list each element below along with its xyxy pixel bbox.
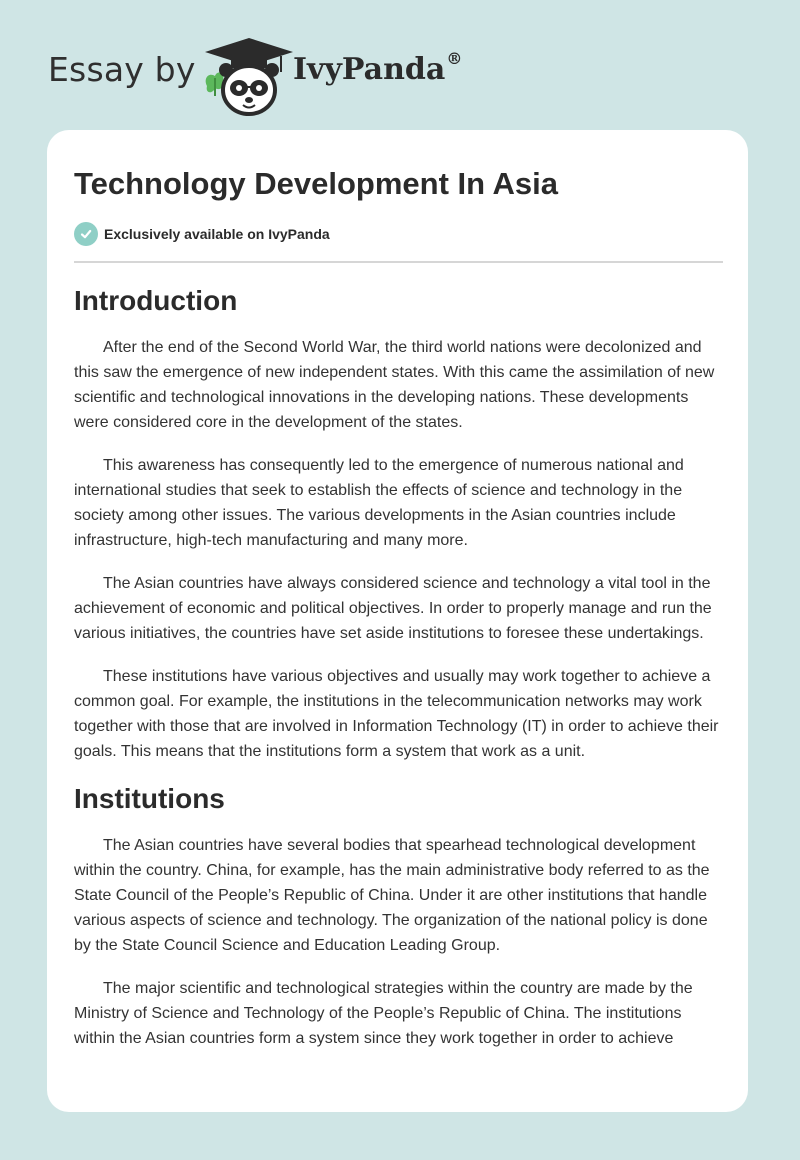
- paragraph: These institutions have various objectives and usually may work together to achieve a common goal. For example, the institutions in the telecommunication networks may work together with those that are involved in Information Technology (IT) in order to achieve their goals. This means that the institutions form a system that work as a unit.: [74, 668, 719, 760]
- paragraph: The major scientific and technological strategies within the country are made by the Ministry of Science and Technology of the People’s Republic of China. The institutions within the Asian countries form a system since they work together in order to achieve: [74, 980, 693, 1047]
- essay-title: Technology Development In Asia: [74, 166, 559, 201]
- check-icon: [74, 222, 98, 246]
- essay-body: [74, 284, 723, 1069]
- brand-name: IvyPanda®: [293, 49, 463, 87]
- paragraph: The Asian countries have always considered science and technology a vital tool in the achievement of economic and political objectives. In order to properly manage and run the various initiatives, the countries have set aside institutions to foresee these undertakings.: [74, 575, 712, 642]
- paragraph: The Asian countries have several bodies that spearhead technological development within the country. China, for example, has the main administrative body referred to as the State Council of the People’s Republic of China. Under it are other institutions that handle various aspects of science and technology. The organization of the national policy is done by the State Council Science and Education Leading Group.: [74, 837, 710, 954]
- paragraph: After the end of the Second World War, the third world nations were decolonized and this saw the emergence of new independent states. With this came the assimilation of new scientific and technological innovations in the developing nations. These developments were considered core in the development of the states.: [74, 339, 715, 431]
- essay-card: [47, 130, 748, 1112]
- title-divider: [74, 261, 723, 263]
- section-heading-introduction: Introduction: [74, 285, 238, 316]
- essay-by-label: Essay by: [48, 50, 196, 89]
- section-heading-institutions: Institutions: [74, 783, 225, 814]
- paragraph: This awareness has consequently led to the emergence of numerous national and international studies that seek to establish the effects of science and technology in the society among other issues. The various developments in the Asian countries include infrastructure, high-tech manufacturing and many more.: [74, 457, 684, 549]
- exclusive-label: Exclusively available on IvyPanda: [104, 226, 330, 242]
- panda-graduate-icon: [201, 34, 297, 118]
- exclusive-badge: [74, 222, 330, 246]
- site-header: [48, 28, 548, 118]
